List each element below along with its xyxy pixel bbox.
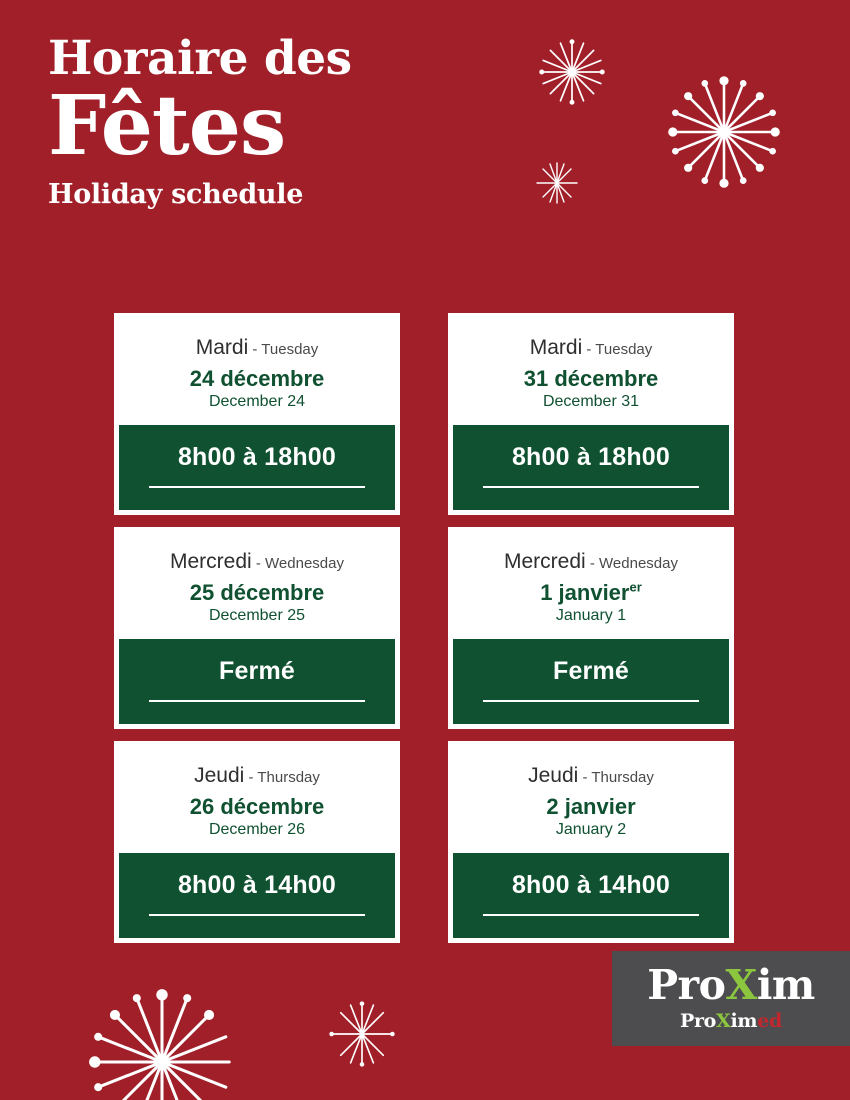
- card-date-fr-sup: er: [629, 579, 642, 595]
- card-date-fr: [459, 580, 723, 605]
- card-date-en: December 24: [208, 393, 306, 411]
- card-day-fr: Mardi: [529, 336, 583, 359]
- card-rule: [149, 914, 364, 916]
- card-date-fr: [459, 366, 723, 391]
- card-date-en: January 1: [555, 607, 627, 625]
- card-date-en: December 31: [542, 393, 640, 411]
- snowflake-top-large-icon: [660, 68, 788, 196]
- card-date-block: [119, 532, 395, 639]
- card-day-line: [125, 336, 389, 359]
- card-date-en: January 2: [555, 821, 627, 839]
- logo-sub-x: X: [716, 1010, 731, 1032]
- card-date-block: [453, 532, 729, 639]
- card-hours: 8h00 à 14h00: [511, 871, 671, 900]
- logo-sub-end: ed: [757, 1010, 783, 1032]
- card-day-line: [125, 764, 389, 787]
- card-date-en: December 26: [208, 821, 306, 839]
- page-header: [48, 31, 518, 211]
- card-date-block: [119, 746, 395, 853]
- card-day-fr: Jeudi: [528, 763, 579, 787]
- title-line-2: Fêtes: [48, 78, 286, 175]
- snowflake-top-tiny-icon: [532, 158, 582, 208]
- logo-wordmark-pre: Pro: [647, 961, 726, 1009]
- schedule-card: [448, 527, 734, 729]
- card-day-line: [459, 336, 723, 359]
- card-hours-block: [119, 639, 395, 724]
- snowflake-bottom-small-icon: [324, 996, 400, 1072]
- card-day-en: Tuesday: [261, 341, 319, 358]
- title-line-1: Horaire des: [48, 31, 352, 86]
- card-day-en: Thursday: [257, 768, 320, 786]
- card-rule: [483, 914, 698, 916]
- card-hours-block: [119, 425, 395, 510]
- card-date-fr: [125, 794, 389, 819]
- logo-subwordmark: [680, 1010, 782, 1032]
- card-date-fr: [125, 366, 389, 391]
- brand-logo: [612, 951, 850, 1046]
- card-rule: [483, 700, 698, 702]
- card-day-sep: -: [244, 768, 258, 786]
- card-day-fr: Mercredi: [170, 549, 252, 573]
- card-day-en: Wednesday: [265, 554, 344, 572]
- logo-sub-pre: Pro: [679, 1010, 717, 1032]
- card-hours: 8h00 à 14h00: [177, 871, 337, 900]
- schedule-card: [114, 527, 400, 729]
- card-hours-block: [119, 853, 395, 938]
- card-day-en: Thursday: [591, 768, 654, 786]
- card-date-fr-text: 2 janvier: [546, 793, 636, 819]
- logo-wordmark-post: im: [756, 961, 815, 1009]
- card-day-line: [125, 550, 389, 573]
- card-day-en: Wednesday: [599, 554, 678, 572]
- schedule-card: [448, 741, 734, 943]
- card-date-fr-text: 31 décembre: [523, 366, 659, 392]
- card-hours-block: [453, 639, 729, 724]
- card-hours-block: [453, 853, 729, 938]
- card-day-sep: -: [251, 554, 266, 572]
- card-date-en: December 25: [208, 607, 306, 625]
- schedule-card: [114, 313, 400, 515]
- card-hours: 8h00 à 18h00: [177, 443, 337, 472]
- card-hours-block: [453, 425, 729, 510]
- card-date-fr: [459, 794, 723, 819]
- card-date-fr-text: 26 décembre: [189, 793, 325, 819]
- card-day-sep: -: [578, 768, 592, 786]
- schedule-card: [448, 313, 734, 515]
- card-hours: Fermé: [552, 657, 630, 686]
- schedule-card: [114, 741, 400, 943]
- snowflake-bottom-large-icon: [78, 978, 246, 1100]
- card-day-fr: Jeudi: [194, 763, 245, 787]
- card-date-fr-text: 25 décembre: [189, 579, 325, 605]
- card-date-block: [453, 318, 729, 425]
- title-subtitle: Holiday schedule: [48, 179, 304, 211]
- card-day-fr: Mercredi: [504, 549, 586, 573]
- card-hours: 8h00 à 18h00: [511, 443, 671, 472]
- card-day-fr: Mardi: [195, 336, 249, 359]
- card-date-fr: [125, 580, 389, 605]
- card-date-block: [453, 746, 729, 853]
- card-day-line: [459, 550, 723, 573]
- card-day-sep: -: [585, 554, 600, 572]
- snowflake-top-small-icon: [536, 36, 608, 108]
- card-day-sep: -: [248, 341, 262, 358]
- card-date-fr-num: 1 janvier: [540, 579, 630, 605]
- logo-wordmark: [647, 961, 815, 1009]
- card-day-sep: -: [582, 341, 596, 358]
- card-date-fr-text: 24 décembre: [189, 366, 325, 392]
- card-rule: [149, 486, 364, 488]
- card-hours: Fermé: [218, 657, 296, 686]
- card-rule: [149, 700, 364, 702]
- logo-wordmark-x: X: [725, 961, 757, 1009]
- schedule-grid: [114, 313, 736, 943]
- card-rule: [483, 486, 698, 488]
- card-day-en: Tuesday: [595, 341, 653, 358]
- card-date-block: [119, 318, 395, 425]
- card-day-line: [459, 764, 723, 787]
- logo-sub-mid: im: [730, 1010, 758, 1032]
